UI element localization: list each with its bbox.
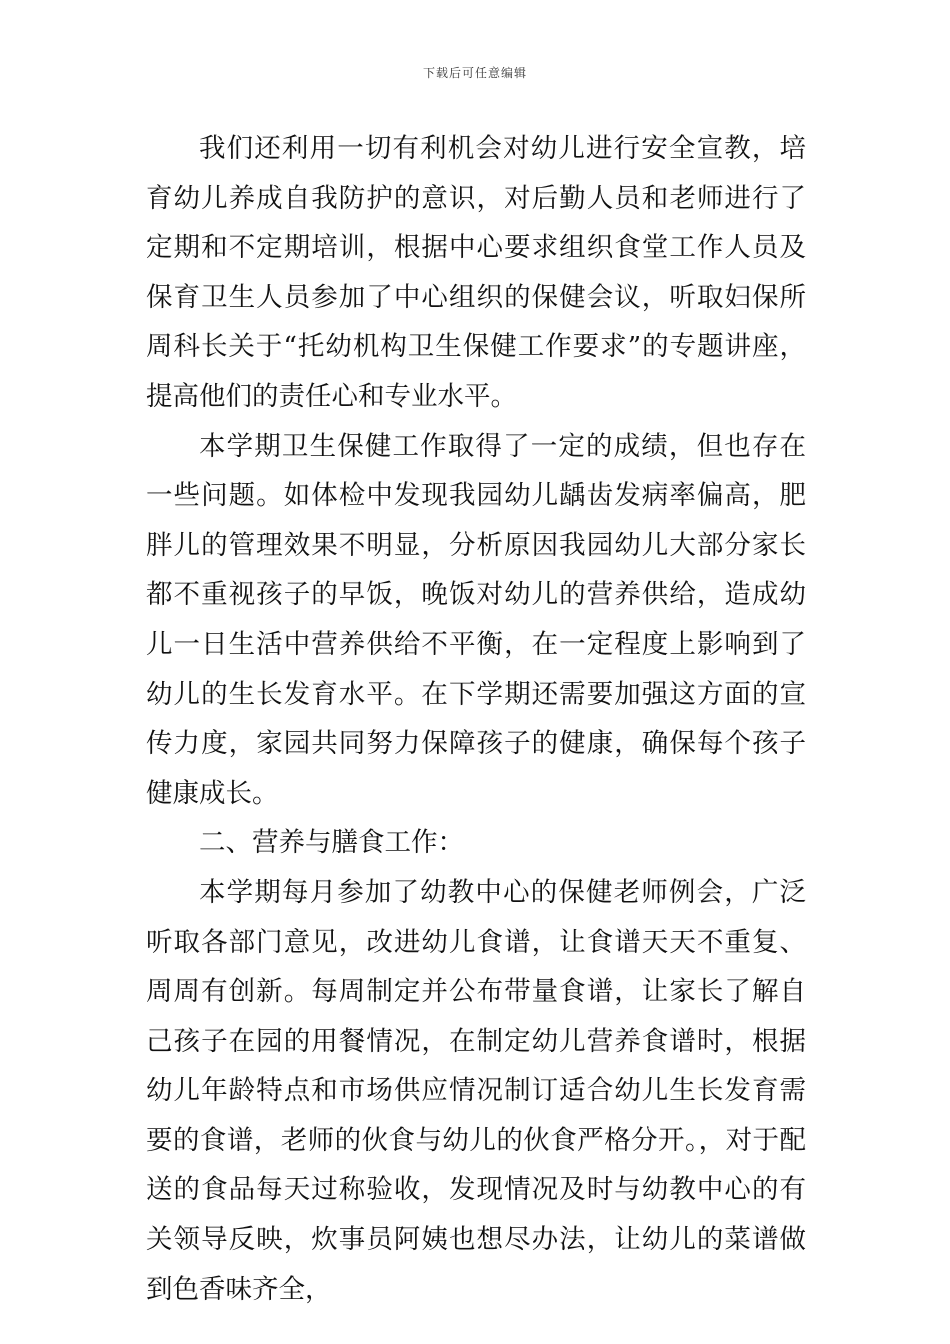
paragraph-achievements-problems: 本学期卫生保健工作取得了一定的成绩，但也存在一些问题。如体检中发现我园幼儿龋齿发病率偏高，肥胖儿的管理效果不明显，分析原因我园幼儿大部分家长都不重视孩子的早饭，晚饭对幼儿的营养供给，造成幼儿一日生活中营养供给不平衡，在一定程度上影响到了幼儿的生长发育水平。在下学期还需要加强这方面的宣传力度，家园共同努力保障孩子的健康，确保每个孩子健康成长。 — [146, 430, 806, 809]
document-body — [146, 124, 806, 1314]
paragraph-nutrition-work: 本学期每月参加了幼教中心的保健老师例会，广泛听取各部门意见，改进幼儿食谱，让食谱天天不重复、周周有创新。每周制定并公布带量食谱，让家长了解自己孩子在园的用餐情况，在制定幼儿营养食谱时，根据幼儿年龄特点和市场供应情况制订适合幼儿生长发育需要的食谱，老师的伙食与幼儿的伙食严格分开。，对于配送的食品每天过称验收，发现情况及时与幼教中心的有关领导反映，炊事员阿姨也想尽办法，让幼儿的菜谱做到色香味齐全， — [146, 876, 806, 1305]
section-heading-nutrition: 二、营养与膳食工作： — [199, 827, 464, 859]
page-header: 下载后可任意编辑 — [422, 66, 527, 80]
paragraph-safety-education: 我们还利用一切有利机会对幼儿进行安全宣教，培育幼儿养成自我防护的意识，对后勤人员和老师进行了定期和不定期培训，根据中心要求组织食堂工作人员及保育卫生人员参加了中心组织的保健会议，听取妇保所周科长关于“托幼机构卫生保健工作要求”的专题讲座，提高他们的责任心和专业水平。 — [146, 133, 806, 412]
